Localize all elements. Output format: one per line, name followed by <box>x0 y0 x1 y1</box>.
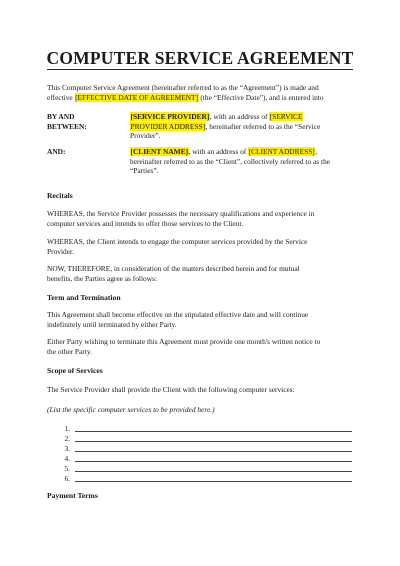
provider-address-field-2[interactable]: PROVIDER ADDRESS] <box>130 121 206 131</box>
by-and-between-label <box>47 112 87 131</box>
blank-line[interactable] <box>75 451 352 452</box>
paragraph-line: Provider. <box>47 246 74 256</box>
intro-text: effective <box>47 92 75 102</box>
paragraph-line: the other Party. <box>47 346 92 356</box>
service-list-item[interactable] <box>60 424 352 433</box>
client-line-1 <box>130 147 365 157</box>
list-number: 5. <box>64 464 70 473</box>
list-number: 6. <box>64 474 70 483</box>
service-provider-field[interactable]: [SERVICE PROVIDER] <box>130 112 210 121</box>
paragraph-line: indefinitely until terminated by either Party. <box>47 319 177 329</box>
intro-line-1: This Computer Service Agreement (hereinafter referred to as the “Agreement”) is made and <box>47 83 319 92</box>
blank-line[interactable] <box>75 461 352 462</box>
blank-line[interactable] <box>75 441 352 442</box>
title-underline <box>47 69 353 70</box>
scope-paragraph: The Service Provider shall provide the Client with the following computer services: <box>47 385 295 394</box>
provider-address-field-1[interactable]: [SERVICE <box>269 112 303 121</box>
client-name-field[interactable]: [CLIENT NAME] <box>130 147 189 156</box>
intro-line-2 <box>47 93 357 103</box>
and-label: AND: <box>47 147 66 156</box>
clause-text: , with an address of <box>188 147 249 156</box>
provider-line-2 <box>130 122 360 132</box>
scope-heading: Scope of Services <box>47 366 103 375</box>
recital-paragraph-1 <box>47 209 357 228</box>
blank-line[interactable] <box>75 471 352 472</box>
paragraph-line: NOW, THEREFORE, in consideration of the matters described herein and for mutual <box>47 264 300 273</box>
client-line-3: “Parties”. <box>130 166 159 176</box>
clause-text: , <box>315 147 318 156</box>
intro-paragraph <box>47 83 357 102</box>
scope-instruction: (List the specific computer services to be provided here.) <box>47 405 215 414</box>
list-number: 1. <box>64 424 70 433</box>
label-line: BY AND <box>47 112 75 121</box>
paragraph-line: WHEREAS, the Service Provider possesses the necessary qualifications and experience in <box>47 209 315 218</box>
service-list-item[interactable] <box>60 444 352 453</box>
blank-line[interactable] <box>75 481 352 482</box>
document-title: COMPUTER SERVICE AGREEMENT <box>46 48 354 68</box>
service-provider-clause <box>130 112 360 141</box>
recital-paragraph-2 <box>47 237 357 256</box>
label-line: BETWEEN: <box>47 121 87 131</box>
list-number: 4. <box>64 454 70 463</box>
list-number: 2. <box>64 434 70 443</box>
provider-line-3: Provider”. <box>130 131 161 141</box>
intro-text: (the “Effective Date”), and is entered into <box>198 92 324 102</box>
paragraph-line: Either Party wishing to terminate this Agreement must provide one month's written notice to <box>47 337 321 346</box>
term-heading: Term and Termination <box>47 293 121 302</box>
recital-paragraph-3 <box>47 264 357 283</box>
effective-date-field[interactable]: [EFFECTIVE DATE OF AGREEMENT] <box>75 92 199 102</box>
paragraph-line: This Agreement shall become effective on the stipulated effective date and will continue <box>47 310 309 319</box>
client-line-2: hereinafter referred to as the “Client”, collectively referred to as the <box>130 156 331 166</box>
recitals-heading: Recitals <box>47 191 73 200</box>
clause-text: , hereinafter referred to as the “Service <box>205 121 321 131</box>
blank-line[interactable] <box>75 431 352 432</box>
client-clause <box>130 147 365 176</box>
paragraph-line: WHEREAS, the Client intends to engage the computer services provided by the Service <box>47 237 308 246</box>
service-list-item[interactable] <box>60 454 352 463</box>
service-list-item[interactable] <box>60 474 352 483</box>
term-paragraph-1 <box>47 310 357 329</box>
client-address-field[interactable]: [CLIENT ADDRESS] <box>248 147 315 156</box>
provider-line-1 <box>130 112 360 122</box>
paragraph-line: computer services and intends to offer those services to the Client. <box>47 218 244 228</box>
list-number: 3. <box>64 444 70 453</box>
term-paragraph-2 <box>47 337 357 356</box>
paragraph-line: benefits, the Parties agree as follows: <box>47 273 158 283</box>
service-list-item[interactable] <box>60 464 352 473</box>
payment-heading: Payment Terms <box>47 491 98 500</box>
service-list-item[interactable] <box>60 434 352 443</box>
clause-text: , with an address of <box>209 112 270 121</box>
